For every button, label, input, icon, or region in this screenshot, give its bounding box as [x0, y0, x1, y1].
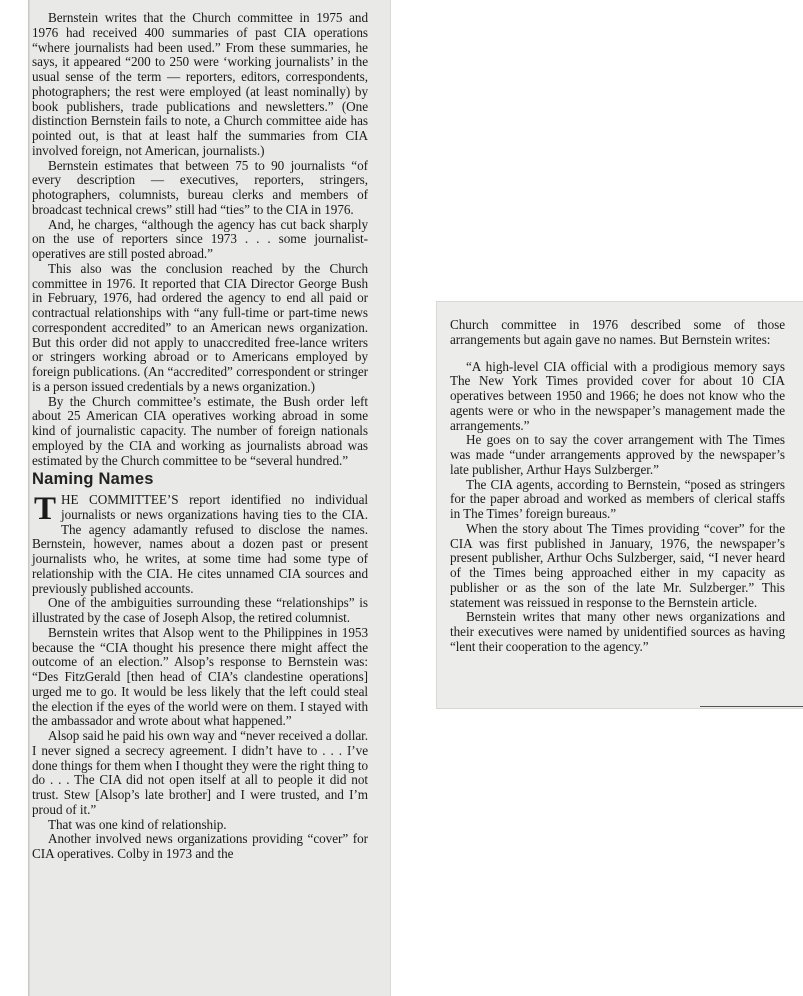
paragraph: The CIA agents, according to Bernstein, “posed as stringers for the paper abroad and worked as members of clerical staffs in The Times’ foreign bureaus.” [450, 476, 785, 521]
paragraph: By the Church committee’s estimate, the Bush order left about 25 American CIA operatives working abroad in some kind of journalistic capacity. The number of foreign nationals employed by the CIA and working as journalists abroad was estimated by the Church committee to be “several hundred.” [32, 393, 368, 468]
paragraph: Another involved news organizations providing “cover” for CIA operatives. Colby in 1973 and the [32, 831, 368, 861]
paragraph: When the story about The Times providing “cover” for the CIA was first published in January, 1976, the newspaper’s present publisher, Arthur Ochs Sulzberger, said, “I never heard of the Times being approached either in my capacity as publisher or as the son of the late Mr. Sulzberger.” This statement was reissued in response to the Bernstein article. [450, 520, 785, 610]
dropcap: T [34, 491, 56, 527]
lead-paragraph [32, 493, 368, 596]
paragraph: This also was the conclusion reached by the Church committee in 1976. It reported that CIA Director George Bush in February, 1976, had ordered the agency to end all paid or contractual relationships with “any full-time or part-time news correspondent accredited” to an American news organization. But this order did not apply to unaccredited free-lance writers or stringers working abroad or to Americans employed by foreign publications. (An “accredited” correspondent or stringer is a person issued credentials by a news organization.) [32, 260, 368, 394]
paragraph: Alsop said he paid his own way and “never received a dollar. I never signed a secrecy agreement. I didn’t have to . . . I’ve done things for them when I thought they were the right thing to do . . . The CIA did not open itself at all to people it did not trust. Stew [Alsop’s late brother] and I were trusted, and I’m proud of it.” [32, 728, 368, 817]
paragraph: Bernstein estimates that between 75 to 90 journalists “of every description — executives, reporters, stringers, photographers, columnists, bureau clerks and members of broadcast technical crews” still had “ties” to the CIA in 1976. [32, 157, 368, 217]
left-column [32, 11, 368, 862]
paragraph: Bernstein writes that many other news organizations and their executives were named by unidentified sources as having “lent their cooperation to the agency.” [450, 609, 785, 654]
paragraph: He goes on to say the cover arrangement with The Times was made “under arrangements approved by the newspaper’s late publisher, Arthur Hays Sulzberger.” [450, 432, 785, 477]
right-column [450, 318, 785, 655]
paragraph: That was one kind of relationship. [48, 816, 227, 832]
paragraph: And, he charges, “although the agency has cut back sharply on the use of reporters since 1973 . . . some journalist-operatives are still posted abroad.” [32, 216, 368, 261]
paragraph: Bernstein writes that the Church committee in 1975 and 1976 had received 400 summaries of past CIA operations “where journalists had been used.” From these summaries, he says, it appeared “200 to 250 were ‘working journalists’ in the usual sense of the term — reporters, editors, correspondents, photographers; the rest were employed (at least nominally) by book publishers, trade publications and newsletters.” (One distinction Bernstein fails to note, a Church committee aide has pointed out, is that at least half the summaries from CIA involved foreign, not American, journalists.) [32, 10, 368, 158]
subhead: Naming Names [32, 470, 154, 489]
paragraph: Church committee in 1976 described some of those arrangements but again gave no names. But Bernstein writes: [450, 317, 785, 347]
paragraph: One of the ambiguities surrounding these “relationships” is illustrated by the case of Joseph Alsop, the retired columnist. [32, 595, 368, 625]
paragraph: Bernstein writes that Alsop went to the Philippines in 1953 because the “CIA thought his presence there might affect the outcome of an election.” Alsop’s response to Bernstein was: “Des FitzGerald [then head of CIA’s clandestine operations] urged me to go. It would be less likely that the left could steal the election if the eyes of the world were on them. I stayed with the ambassador and wrote about what happened.” [32, 624, 368, 729]
lead-text: HE COMMITTEE’S report identified no individual journalists or news organizations having ties to the CIA. The agency adamantly refused to disclose the names. Bernstein, however, names about a dozen past or present journalists who, he writes, at some time had some type of relationship with the CIA. He cites unnamed CIA sources and previously published accounts. [32, 492, 368, 596]
column-end-rule [700, 706, 803, 707]
block-quote: “A high-level CIA official with a prodigious memory says The New York Times provided cover for about 10 CIA operatives between 1950 and 1966; he does not know who the agents were or who in the newspaper’s management made the arrangements.” [450, 358, 785, 433]
